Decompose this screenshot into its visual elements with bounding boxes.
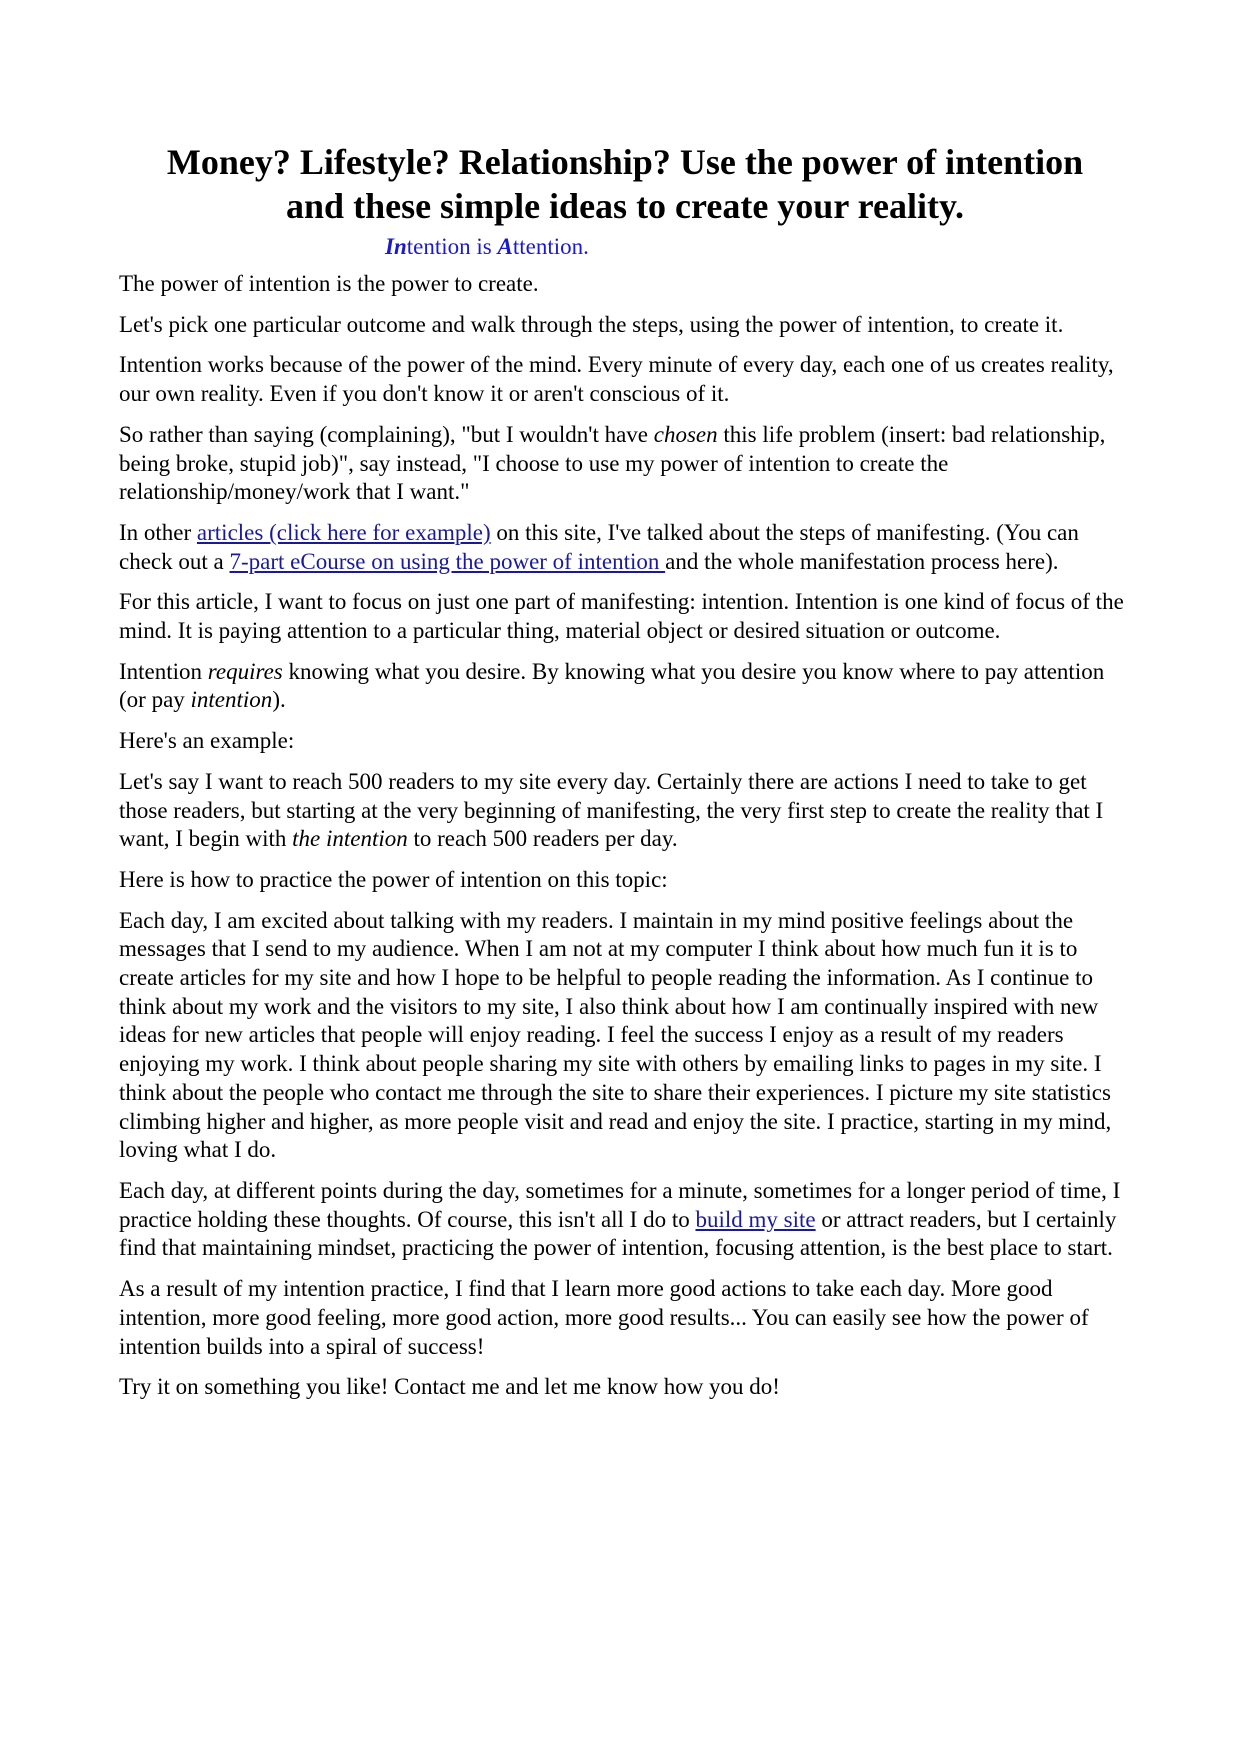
paragraph-13: As a result of my intention practice, I find that I learn more good actions to take each day. More good intention, more good feeling, more good action, more good results... You can easily see how the power of intention builds into a spiral of success! [119, 1276, 1089, 1359]
paragraph-11: Each day, I am excited about talking with my readers. I maintain in my mind positive feelings about the messages that I send to my audience. When I am not at my computer I think about how much fun it is to create articles for my site and how I hope to be helpful to people reading the information. As I continue to think about my work and the visitors to my site, I also think about how I am continually inspired with new ideas for new articles that people will enjoy reading. I feel the success I enjoy as a result of my readers enjoying my work. I think about people sharing my site with others by emailing links to pages in my site. I think about the people who contact me through the site to share their experiences. I picture my site statistics climbing higher and higher, as more people visit and read and enjoy the site. I practice, starting in my mind, loving what I do. [119, 907, 1112, 1163]
paragraph-10: Here is how to practice the power of intention on this topic: [119, 866, 668, 892]
paragraph-7-text-a: Intention [119, 658, 208, 684]
paragraph-4-emphasis: chosen [653, 421, 718, 447]
paragraph-12 [119, 1177, 1131, 1263]
paragraph-7-text-c: ). [272, 687, 286, 713]
paragraph-2: Let's pick one particular outcome and walk through the steps, using the power of intention, to create it. [119, 311, 1064, 337]
tagline-tention-is: tention is [406, 234, 498, 259]
article [119, 140, 1131, 1414]
paragraph-3: Intention works because of the power of the mind. Every minute of every day, each one of us creates reality, our own reality. Even if you don't know it or aren't conscious of it. [119, 352, 1114, 407]
paragraph-7-text-b: knowing what you desire. By knowing what you desire you know where to pay attention (or pay [119, 658, 1105, 713]
paragraph-12-text-a: Each day, at different points during the day, sometimes for a minute, sometimes for a longer period of time, I practice holding these thoughts. Of course, this isn't all I do to [119, 1177, 1121, 1232]
paragraph-5-text-a: In other [119, 519, 197, 545]
paragraph-9-text-a: Let's say I want to reach 500 readers to my site every day. Certainly there are actions I need to take to get those readers, but starting at the very beginning of manifesting, the very first step to create the reality that I want, I begin with [119, 768, 1104, 852]
paragraph-1: The power of intention is the power to create. [119, 271, 539, 296]
page-title-line-1: Money? Lifestyle? Relationship? Use the power of intention [166, 142, 1084, 182]
articles-link[interactable]: articles (click here for example) [196, 519, 491, 545]
paragraph-9 [119, 768, 1131, 854]
paragraph-9-text-b: to reach 500 readers per day. [407, 826, 678, 852]
tagline-ttention: ttention. [512, 234, 589, 259]
paragraph-5 [119, 519, 1131, 576]
page-title-line-2: and these simple ideas to create your reality. [286, 186, 964, 226]
paragraph-12-text-b: or attract readers, but I certainly find that maintaining mindset, practicing the power of intention, focusing attention, is the best place to start. [119, 1206, 1117, 1261]
tagline [385, 232, 1131, 262]
tagline-a: A [497, 234, 513, 259]
paragraph-4-text-a: So rather than saying (complaining), "but I wouldn't have [119, 421, 654, 447]
paragraph-7-emphasis-requires: requires [207, 658, 283, 684]
paragraph-4-text-b: this life problem (insert: bad relationship, being broke, stupid job)", say instead, "I choose to use my power of intention to create the relationship/money/work that I want." [119, 421, 1106, 505]
tagline-in: In [385, 234, 407, 259]
ecourse-link[interactable]: 7-part eCourse on using the power of intention [229, 548, 666, 574]
paragraph-6: For this article, I want to focus on just one part of manifesting: intention. Intention is one kind of focus of the mind. It is paying attention to a particular thing, material object or desired situation or outcome. [119, 589, 1124, 644]
paragraph-14: Try it on something you like! Contact me and let me know how you do! [119, 1374, 780, 1400]
paragraph-9-emphasis: the intention [292, 826, 408, 852]
paragraph-4 [119, 421, 1131, 507]
page-title [119, 140, 1131, 228]
paragraph-5-text-c: and the whole manifestation process here). [665, 548, 1059, 574]
paragraph-5-text-b: on this site, I've talked about the steps of manifesting. (You can check out a [119, 519, 1079, 574]
paragraph-7 [119, 658, 1131, 715]
paragraph-7-emphasis-intention: intention [190, 687, 273, 713]
paragraph-8: Here's an example: [119, 728, 295, 754]
build-my-site-link[interactable]: build my site [695, 1206, 816, 1232]
